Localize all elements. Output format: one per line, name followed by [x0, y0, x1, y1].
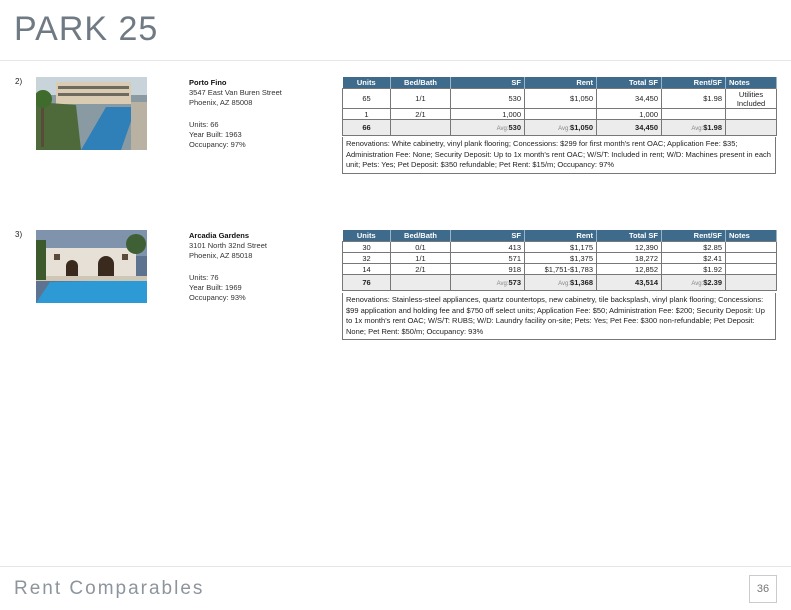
cell-rent: $1,751-$1,783: [525, 264, 597, 275]
avg-rent-sf: $2.39: [703, 278, 722, 287]
cell-total-sf: 18,272: [597, 253, 662, 264]
table-row: [343, 89, 777, 109]
col-notes: Notes: [726, 77, 777, 89]
cell-bed-bath: 2/1: [391, 264, 451, 275]
cell-rent-sf: [662, 109, 726, 120]
cell-total-sf: 12,390: [597, 242, 662, 253]
property-city: Phoenix, AZ 85018: [189, 251, 253, 260]
avg-sf: 573: [508, 278, 521, 287]
table-header: [343, 77, 777, 89]
totals-row: [343, 275, 777, 291]
col-rent-sf: Rent/SF: [662, 230, 726, 242]
property-info: [189, 231, 267, 303]
cell-notes: [726, 242, 777, 253]
col-total-sf: Total SF: [597, 77, 662, 89]
avg-label: Avg:: [496, 126, 509, 132]
property-notes: Renovations: White cabinetry, vinyl plank flooring; Concessions: $299 for first month's rent OAC; Application Fee: $35; Administration Fee: None; Security Deposit: Up to 1x month's rent OAC; W/S/T: Included in rent; W/D: Machines present in each unit; Pets: Yes; Pet Deposit: $350 refundable; Pet Rent: $15/m; Occupancy: 97%: [342, 137, 776, 174]
property-year-built: Year Built: 1969: [189, 283, 242, 292]
footer-section-label: Rent Comparables: [14, 578, 205, 599]
property-address: 3101 North 32nd Street: [189, 241, 267, 250]
avg-label: Avg:: [691, 281, 704, 287]
footer-divider: [0, 566, 791, 567]
col-rent: Rent: [525, 77, 597, 89]
cell-sf: 530: [451, 89, 525, 109]
total-units: 76: [343, 275, 391, 291]
col-total-sf: Total SF: [597, 230, 662, 242]
avg-sf: 530: [508, 123, 521, 132]
table-header: [343, 230, 777, 242]
avg-label: Avg:: [558, 126, 571, 132]
col-bed-bath: Bed/Bath: [391, 230, 451, 242]
cell-rent: $1,050: [525, 89, 597, 109]
page-number: 36: [749, 575, 777, 603]
cell-units: 65: [343, 89, 391, 109]
cell-bed-bath: 0/1: [391, 242, 451, 253]
cell-sf: 1,000: [451, 109, 525, 120]
col-sf: SF: [451, 77, 525, 89]
page-title: PARK 25: [14, 10, 159, 48]
property-year-built: Year Built: 1963: [189, 130, 242, 139]
avg-rent-sf: $1.98: [703, 123, 722, 132]
table-row: [343, 242, 777, 253]
cell-bed-bath: 1/1: [391, 89, 451, 109]
total-sf: 43,514: [597, 275, 662, 291]
comp-number: 3): [15, 230, 23, 239]
cell-bed-bath: 2/1: [391, 109, 451, 120]
cell-rent-sf: $1.98: [662, 89, 726, 109]
property-notes: Renovations: Stainless-steel appliances, quartz countertops, new cabinetry, tile backsplash, vinyl plank flooring; Concessions: $99 application and holding fee and $750 off select units; Application Fee: $50; Administration Fee: $200; Security Deposit: Up to 1x month's rent OAC; W/S/T: RUBS; W/D: Laundry facility on-site; Pets: Yes; Pet Fee: $300 non-refundable; Pet Deposit: None; Pet Rent: $50/m; Occupancy: 93%: [342, 293, 776, 340]
col-sf: SF: [451, 230, 525, 242]
property-name: Arcadia Gardens: [189, 231, 250, 240]
cell-sf: 413: [451, 242, 525, 253]
cell-notes: [726, 264, 777, 275]
avg-rent: $1,050: [570, 123, 593, 132]
totals-row: [343, 120, 777, 136]
avg-label: Avg:: [496, 281, 509, 287]
cell-units: 14: [343, 264, 391, 275]
property-units: Units: 76: [189, 273, 219, 282]
col-units: Units: [343, 77, 391, 89]
cell-total-sf: 34,450: [597, 89, 662, 109]
cell-sf: 571: [451, 253, 525, 264]
total-units: 66: [343, 120, 391, 136]
cell-notes: [726, 253, 777, 264]
property-address: 3547 East Van Buren Street: [189, 88, 282, 97]
rent-table: [342, 77, 777, 136]
avg-label: Avg:: [691, 126, 704, 132]
cell-rent-sf: $2.41: [662, 253, 726, 264]
property-info: [189, 78, 282, 150]
cell-sf: 918: [451, 264, 525, 275]
col-bed-bath: Bed/Bath: [391, 77, 451, 89]
property-occupancy: Occupancy: 97%: [189, 140, 246, 149]
cell-units: 30: [343, 242, 391, 253]
avg-rent: $1,368: [570, 278, 593, 287]
rent-table: [342, 230, 777, 291]
cell-notes: Utilities Included: [726, 89, 777, 109]
cell-rent: $1,175: [525, 242, 597, 253]
cell-rent-sf: $1.92: [662, 264, 726, 275]
table-row: [343, 253, 777, 264]
total-sf: 34,450: [597, 120, 662, 136]
property-occupancy: Occupancy: 93%: [189, 293, 246, 302]
cell-total-sf: 1,000: [597, 109, 662, 120]
property-photo: [36, 77, 147, 150]
comp-number: 2): [15, 77, 23, 86]
property-city: Phoenix, AZ 85008: [189, 98, 253, 107]
table-row: [343, 109, 777, 120]
cell-units: 32: [343, 253, 391, 264]
property-units: Units: 66: [189, 120, 219, 129]
table-row: [343, 264, 777, 275]
cell-rent: $1,375: [525, 253, 597, 264]
col-rent-sf: Rent/SF: [662, 77, 726, 89]
col-units: Units: [343, 230, 391, 242]
cell-units: 1: [343, 109, 391, 120]
cell-rent: [525, 109, 597, 120]
cell-rent-sf: $2.85: [662, 242, 726, 253]
avg-label: Avg:: [558, 281, 571, 287]
cell-total-sf: 12,852: [597, 264, 662, 275]
property-name: Porto Fino: [189, 78, 227, 87]
cell-notes: [726, 109, 777, 120]
cell-bed-bath: 1/1: [391, 253, 451, 264]
col-notes: Notes: [726, 230, 777, 242]
property-photo: [36, 230, 147, 303]
col-rent: Rent: [525, 230, 597, 242]
header-divider: [0, 60, 791, 61]
